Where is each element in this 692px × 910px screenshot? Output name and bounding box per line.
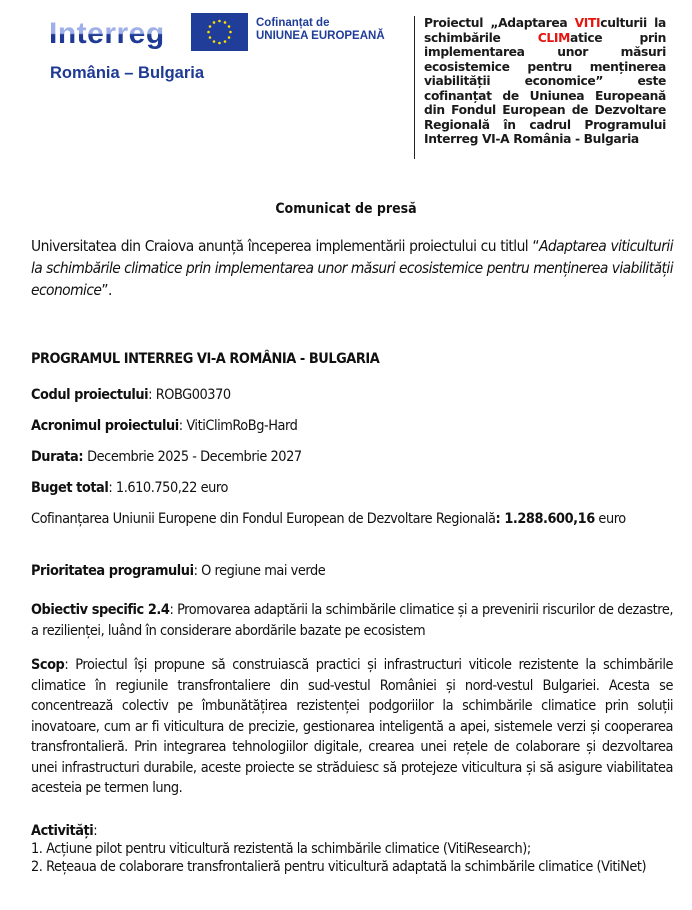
- field-scope: [31, 655, 673, 799]
- field-project-acronym: [31, 416, 673, 437]
- project-box-clim: CLIM: [537, 30, 571, 45]
- field-value: VitiClimRoBg-Hard: [186, 418, 298, 434]
- program-heading: PROGRAMUL INTERREG VI-A ROMÂNIA - BULGARIA: [31, 351, 380, 367]
- cofinancing-text: Cofinanțarea Uniunii Europene din Fondul European de Dezvoltare Regională: [31, 511, 496, 527]
- field-specific-objective: [31, 600, 673, 641]
- field-value: Proiectul își propune să construiască practici și infrastructuri viticole rezistente la schimbările climatice în regiunile transfrontaliere din sud-vestul României și nord-vestul Bulgariei. Acesta se concentrează colectiv pe îmbunătățirea rezistenței podgoriilor la schimbările climatice prin soluții inovatoare, cum ar fi viticultura de precizie, gestionarea inteligentă a apei, sistemele verzi și cooperarea transfrontalieră. Prin integrarea tehnologiilor digitale, crearea unei rețele de colaborare și dezvoltarea unei infrastructuri durabile, aceste proiecte se străduiesc să protejeze viticultura și să asigure viabilitatea acesteia pe termen lung.: [31, 657, 673, 796]
- field-program-priority: [31, 561, 673, 582]
- eu-star: [209, 36, 212, 39]
- field-duration: [31, 447, 673, 468]
- activity-item: 1. Acțiune pilot pentru viticultură rezistentă la schimbările climatice (VitiResearch);: [31, 841, 531, 857]
- eu-cofinancing-label: [256, 17, 385, 43]
- intro-project-title: Adaptarea viticulturii la schimbările climatice prin implementarea unor măsuri ecosistemice pentru menținerea viabilității economice: [31, 237, 674, 299]
- field-eu-cofinancing: [31, 509, 673, 530]
- interreg-logo: Interreg: [49, 17, 165, 50]
- activity-item: 2. Rețeaua de colaborare transfrontalieră pentru viticultură adaptată la schimbările climatice (VitiNet): [31, 859, 647, 875]
- project-box-text-3: atice prin implementarea unor măsuri ecosistemice pentru menținerea viabilității economice” este cofinanțat de Uniunea Europeană din Fondul European de Dezvoltare Regională în cadrul Programului Interreg VI-A România - Bulgaria: [424, 30, 666, 146]
- eu-star: [218, 20, 221, 23]
- eu-star: [218, 42, 221, 45]
- field-label: Obiectiv specific 2.4: [31, 602, 170, 618]
- eu-star: [229, 31, 232, 34]
- field-sep: :: [78, 449, 88, 465]
- field-value: ROBG00370: [155, 387, 231, 403]
- eu-cofinancing-line1: Cofinanțat de: [256, 17, 330, 29]
- eu-cofinancing-line2: UNIUNEA EUROPEANĂ: [256, 30, 385, 42]
- field-label: Prioritatea programului: [31, 563, 194, 579]
- project-box-text-1: Proiectul „Adaptarea: [424, 16, 575, 30]
- activities-section: [31, 822, 673, 876]
- activities-label: Activități: [31, 823, 94, 839]
- field-total-budget: [31, 478, 673, 499]
- field-label: Durata: [31, 449, 79, 465]
- eu-star: [207, 31, 210, 34]
- field-sep: :: [169, 602, 178, 618]
- cofinancing-suffix: euro: [594, 511, 626, 527]
- project-box-text-2: culturii la schimbările: [424, 16, 666, 45]
- field-value: Promovarea adaptării la schimbările climatice și a prevenirii riscurilor de dezastre, a rezilienței, luând în considerare abordările bazate pe ecosistem: [31, 602, 674, 639]
- field-sep: :: [93, 823, 98, 839]
- project-disclaimer-box: [414, 16, 666, 159]
- program-region: România – Bulgaria: [50, 64, 205, 82]
- field-sep: :: [64, 657, 76, 673]
- cofinancing-value: 1.288.600,16: [504, 511, 595, 527]
- eu-flag-icon: [191, 13, 248, 51]
- eu-star: [213, 21, 216, 24]
- document-title: Comunicat de presă: [275, 201, 417, 217]
- project-box-viti: VITI: [574, 16, 601, 30]
- eu-star: [224, 21, 227, 24]
- intro-text: Universitatea din Craiova anunță începerea implementării proiectului cu titlul “: [31, 237, 539, 255]
- eu-star: [228, 25, 231, 28]
- field-sep: :: [148, 387, 156, 403]
- intro-paragraph: [31, 235, 673, 301]
- field-label: Codul proiectului: [31, 387, 149, 403]
- eu-star: [228, 36, 231, 39]
- eu-star: [213, 40, 216, 43]
- intro-end: ”.: [101, 281, 112, 299]
- field-sep: :: [108, 480, 116, 496]
- field-value: O regiune mai verde: [201, 563, 326, 579]
- field-project-code: [31, 385, 673, 406]
- eu-star: [209, 25, 212, 28]
- field-label: Scop: [31, 657, 65, 673]
- eu-star: [224, 40, 227, 43]
- field-label: Acronimul proiectului: [31, 418, 179, 434]
- field-value: 1.610.750,22 euro: [115, 480, 228, 496]
- field-value: Decembrie 2025 - Decembrie 2027: [87, 449, 302, 465]
- field-label: Buget total: [31, 480, 109, 496]
- field-sep: :: [495, 511, 505, 527]
- field-sep: :: [193, 563, 202, 579]
- field-sep: :: [178, 418, 187, 434]
